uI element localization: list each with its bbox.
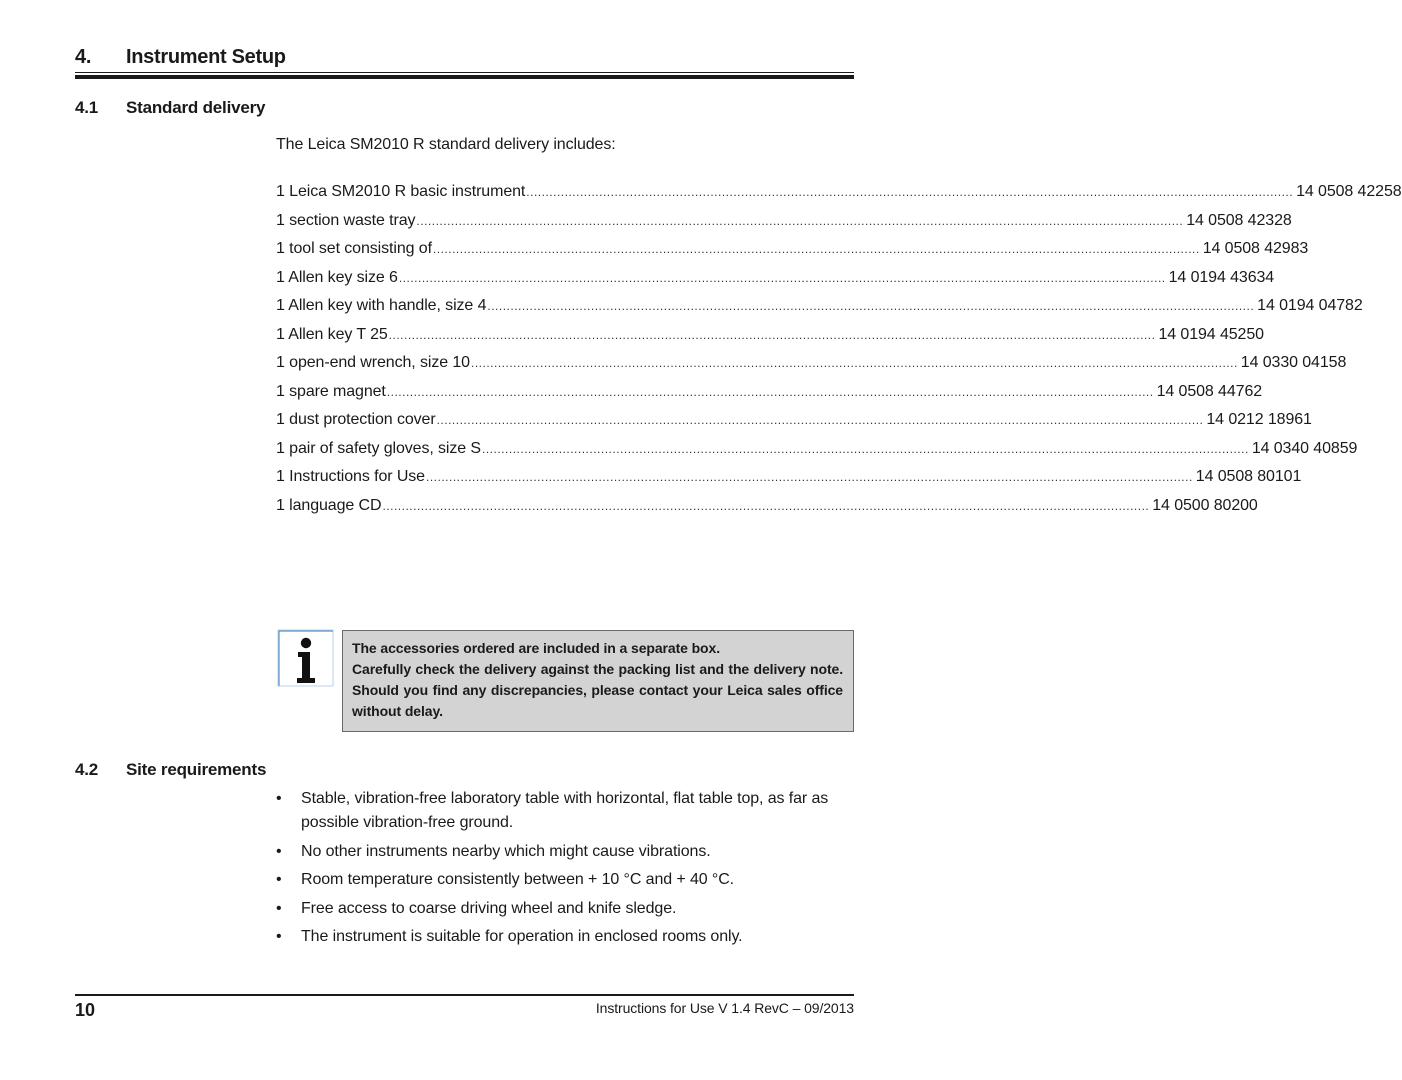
list-item: [276, 840, 856, 864]
delivery-item: [276, 354, 1347, 383]
dot-leader: ........................................................................................................................................................................................................: [436, 413, 1204, 427]
delivery-item-code: 14 0194 45250: [1158, 325, 1264, 343]
delivery-item-name: 1 Leica SM2010 R basic instrument: [276, 183, 526, 200]
delivery-item-code: 14 0508 42983: [1202, 240, 1309, 257]
delivery-intro: The Leica SM2010 R standard delivery includes:: [276, 136, 616, 153]
list-item: [276, 868, 856, 892]
section-heading-standard-delivery: [75, 98, 475, 120]
chapter-rule-thick: [75, 75, 854, 79]
section-number: 4.1: [75, 98, 99, 117]
delivery-item: [276, 268, 1275, 298]
bullet-glyph: •: [276, 871, 282, 888]
list-item-text: Free access to coarse driving wheel and knife sledge.: [301, 899, 677, 917]
chapter-number: 4.: [75, 46, 92, 68]
delivery-item-name: 1 tool set consisting of: [276, 240, 432, 257]
delivery-item-code: 14 0508 44762: [1156, 382, 1263, 400]
delivery-item-name: 1 Allen key size 6: [276, 268, 398, 286]
delivery-item: [276, 411, 1312, 440]
delivery-item: [276, 297, 1363, 326]
delivery-item-name: 1 Instructions for Use: [276, 468, 425, 485]
dot-leader: ........................................................................................................................................................................................................: [416, 213, 1184, 228]
chapter-heading: [75, 46, 854, 72]
delivery-item: [276, 496, 1258, 526]
bullet-glyph: •: [276, 899, 282, 917]
delivery-item-name: 1 open-end wrench, size 10: [276, 354, 470, 371]
bullet-glyph: •: [276, 842, 282, 860]
list-item-text: No other instruments nearby which might cause vibrations.: [301, 842, 711, 860]
footer-rule: [75, 994, 854, 996]
info-icon: [278, 630, 333, 686]
delivery-item: [276, 183, 1402, 212]
delivery-item: [276, 240, 1309, 269]
delivery-item: [276, 211, 1292, 241]
list-item: [276, 897, 856, 921]
dot-leader: ........................................................................................................................................................................................................: [388, 327, 1156, 342]
dot-leader: ........................................................................................................................................................................................................: [382, 498, 1150, 513]
delivery-item-code: 14 0508 80101: [1195, 468, 1302, 485]
section-heading-site-requirements: [75, 760, 475, 782]
delivery-item-code: 14 0212 18961: [1206, 411, 1312, 428]
delivery-item-code: 14 0508 42258: [1296, 183, 1402, 200]
list-item: [276, 787, 856, 835]
delivery-item-code: 14 0330 04158: [1240, 354, 1347, 371]
dot-leader: ........................................................................................................................................................................................................: [470, 356, 1238, 370]
dot-leader: ........................................................................................................................................................................................................: [487, 299, 1255, 313]
delivery-item-name: 1 language CD: [276, 496, 382, 514]
bullet-glyph: •: [276, 928, 282, 945]
list-item: [276, 925, 856, 949]
chapter-rule-thin: [75, 72, 854, 73]
dot-leader: ........................................................................................................................................................................................................: [526, 185, 1294, 199]
section-title: Standard delivery: [126, 98, 266, 117]
delivery-item: [276, 439, 1358, 469]
note-box: [342, 630, 854, 732]
delivery-item-code: 14 0194 04782: [1257, 297, 1363, 314]
list-item-text: Room temperature consistently between + 10 °C and + 40 °C.: [301, 871, 735, 888]
delivery-item-name: 1 pair of safety gloves, size S: [276, 439, 482, 457]
delivery-item-code: 14 0194 43634: [1168, 268, 1275, 286]
list-item-text: Stable, vibration-free laboratory table with horizontal, flat table top, as far as possible vibration-free ground.: [301, 790, 829, 831]
delivery-list: [276, 183, 1402, 525]
section-title: Site requirements: [126, 760, 267, 779]
delivery-item-code: 14 0340 40859: [1251, 439, 1358, 457]
chapter-title: Instrument Setup: [126, 46, 286, 68]
footer-doc-info: Instructions for Use V 1.4 RevC – 09/2013: [595, 1000, 854, 1016]
dot-leader: ........................................................................................................................................................................................................: [386, 384, 1154, 399]
delivery-item: [276, 325, 1264, 355]
dot-leader: ........................................................................................................................................................................................................: [425, 470, 1193, 484]
dot-leader: ........................................................................................................................................................................................................: [432, 242, 1200, 256]
site-requirements-list: [276, 787, 856, 954]
delivery-item-name: 1 dust protection cover: [276, 411, 436, 428]
page-number: 10: [75, 1000, 96, 1020]
delivery-item: [276, 382, 1263, 412]
delivery-item-code: 14 0500 80200: [1152, 496, 1258, 514]
delivery-item-name: 1 Allen key with handle, size 4: [276, 297, 487, 314]
delivery-item: [276, 468, 1302, 497]
dot-leader: ........................................................................................................................................................................................................: [482, 441, 1249, 456]
bullet-glyph: •: [276, 790, 282, 807]
list-item-text: The instrument is suitable for operation in enclosed rooms only.: [301, 928, 743, 945]
note-line-2: Carefully check the delivery against the packing list and the delivery note. Should you find any discrepancies, please contact your Leica sales office without delay.: [352, 661, 843, 719]
delivery-item-code: 14 0508 42328: [1186, 211, 1292, 229]
delivery-item-name: 1 spare magnet: [276, 382, 386, 400]
note-line-1: The accessories ordered are included in a separate box.: [352, 640, 720, 656]
delivery-item-name: 1 Allen key T 25: [276, 325, 388, 343]
delivery-item-name: 1 section waste tray: [276, 211, 416, 229]
section-number: 4.2: [75, 760, 99, 779]
dot-leader: ........................................................................................................................................................................................................: [398, 270, 1166, 285]
